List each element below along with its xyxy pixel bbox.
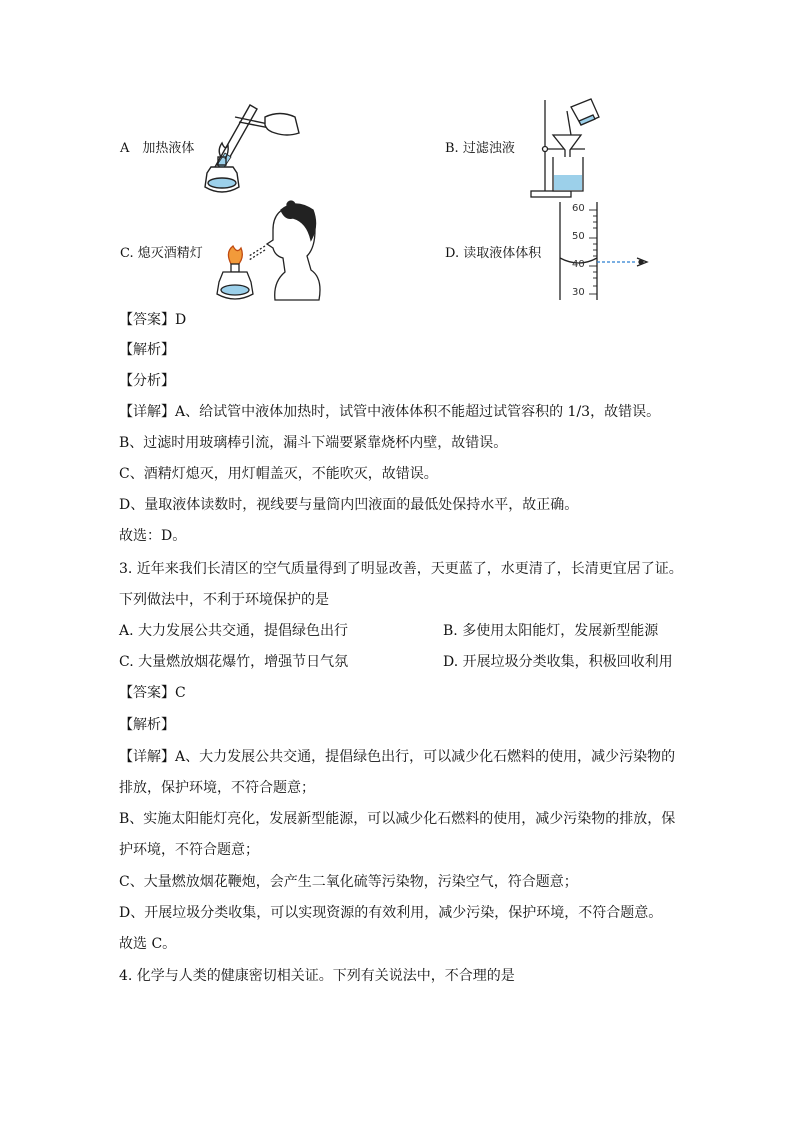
q3-answer-value: C [175,685,186,701]
option-a-label: A 加热液体 [120,141,195,156]
cylinder-tick-50: 50 [572,231,585,242]
q2-analysis-tag: 【解析】 [119,342,175,358]
q3-c-line: C、大量燃放烟花鞭炮，会产生二氧化硫等污染物，污染空气，符合题意； [119,874,578,890]
q3-option-b: B. 多使用太阳能灯，发展新型能源 [443,623,659,639]
filtration-figure [525,95,625,200]
q2-line-d: D、量取液体读数时，视线要与量筒内凹液面的最低处保持水平，故正确。 [119,497,579,513]
q3-d-line: D、开展垃圾分类收集，可以实现资源的有效利用，减少污染，保护环境，不符合题意。 [119,905,663,921]
q2-answer-value: D [175,312,187,328]
option-c-label: C. 熄灭酒精灯 [120,246,203,261]
q2-detail-a [119,403,660,421]
graduated-cylinder-figure [555,200,655,302]
q3-stem-line2: 下列做法中，不利于环境保护的是 [119,592,329,608]
q2-line-b: B、过滤时用玻璃棒引流，漏斗下端要紧靠烧杯内壁，故错误。 [119,435,508,451]
q2-answer-tag: 【答案】 [119,312,175,328]
q3-b-line2: 护环境，不符合题意； [119,842,259,858]
q3-answer-tag: 【答案】 [119,685,175,701]
q3-stem-line1: 3. 近年来我们长清区的空气质量得到了明显改善，天更蓝了，水更清了，长清更宜居了证。 [119,561,683,577]
heating-liquid-figure [195,95,300,205]
q3-option-c: C. 大量燃放烟花爆竹，增强节日气氛 [119,654,349,670]
q2-conclusion: 故选：D。 [119,528,187,544]
cylinder-tick-40: 40 [572,259,585,270]
option-d-label: D. 读取液体体积 [445,246,542,261]
q3-analysis-tag: 【解析】 [119,717,175,733]
q2-detail-tag: 【详解】 [119,404,175,420]
q3-detail-line2: 排放，保护环境，不符合题意； [119,780,315,796]
cylinder-tick-60: 60 [572,203,585,214]
q3-answer-line [119,684,186,702]
q3-option-d: D. 开展垃圾分类收集，积极回收利用 [443,654,673,670]
q2-fenxi-tag: 【分析】 [119,373,175,389]
q2-line-a: A、给试管中液体加热时，试管中液体体积不能超过试管容积的 1/3，故错误。 [175,404,661,420]
q3-conclusion: 故选 C。 [119,936,177,952]
q3-b-line1: B、实施太阳能灯亮化，发展新型能源，可以减少化石燃料的使用，减少污染物的排放，保 [119,811,676,827]
q4-stem: 4. 化学与人类的健康密切相关证。下列有关说法中，不合理的是 [119,968,515,984]
q2-answer-line [119,311,186,329]
q3-detail-line1: 【详解】A、大力发展公共交通，提倡绿色出行，可以减少化石燃料的使用，减少污染物的 [119,749,676,765]
q3-option-a: A. 大力发展公共交通，提倡绿色出行 [119,623,349,639]
q2-line-c: C、酒精灯熄灭，用灯帽盖灭，不能吹灭，故错误。 [119,466,438,482]
cylinder-tick-30: 30 [572,287,585,298]
option-b-label: B. 过滤浊液 [445,141,515,156]
extinguishing-lamp-figure [215,200,325,305]
